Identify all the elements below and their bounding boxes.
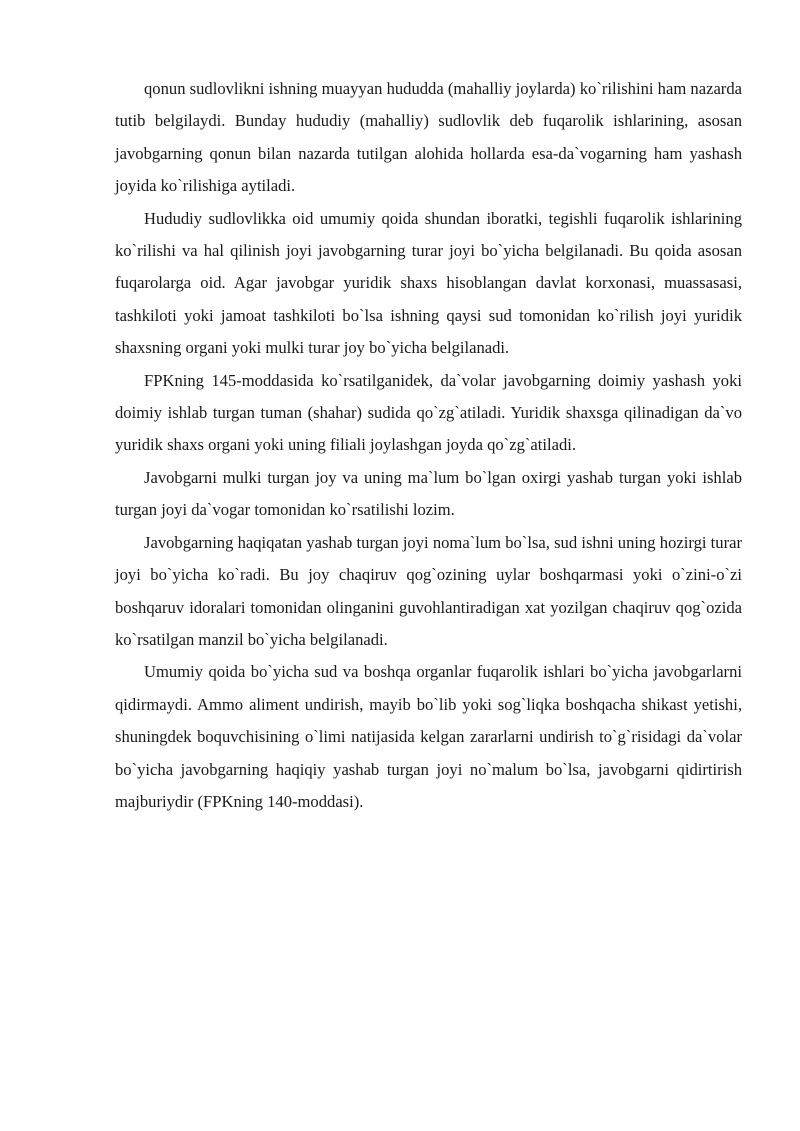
paragraph-5: Javobgarning haqiqatan yashab turgan joyi noma`lum bo`lsa, sud ishni uning hozirgi turar joyi bo`yicha ko`radi. Bu joy chaqiruv qog`ozining uylar boshqarmasi yoki o`zini-o`zi boshqaruv idoralari tomonidan olinganini guvohlantiradigan xat yozilgan chaqiruv qog`ozida ko`rsatilgan manzil bo`yicha belgilanadi.: [115, 532, 742, 649]
paragraph-1: qonun sudlovlikni ishning muayyan hududda (mahalliy joylarda) ko`rilishini ham nazarda tutib belgilaydi. Bunday hududiy (mahalliy) sudlovlik deb fuqarolik ishlarining, asosan javobgarning qonun bilan nazarda tutilgan alohida hollarda esa-da`vogarning ham yashash joyida ko`rilishiga aytiladi.: [115, 79, 742, 196]
paragraph-2: Hududiy sudlovlikka oid umumiy qoida shundan iboratki, tegishli fuqarolik ishlarining ko`rilishi va hal qilinish joyi javobgarning turar joyi bo`yicha belgilanadi. Bu qoida asosan fuqarolarga oid. Agar javobgar yuridik shaxs hisoblangan davlat korxonasi, muassasasi, tashkiloti yoki jamoat tashkiloti bo`lsa ishning qaysi sud tomonidan ko`rilish joyi yuridik shaxsning organi yoki mulki turar joy bo`yicha belgilanadi.: [115, 208, 742, 358]
document-page: [115, 73, 742, 818]
paragraph-4: Javobgarni mulki turgan joy va uning ma`lum bo`lgan oxirgi yashab turgan yoki ishlab turgan joyi da`vogar tomonidan ko`rsatilishi lozim.: [115, 467, 742, 520]
paragraph-6: Umumiy qoida bo`yicha sud va boshqa organlar fuqarolik ishlari bo`yicha javobgarlarni qidirmaydi. Ammo aliment undirish, mayib bo`lib yoki sog`liqka boshqacha shikast yetishi, shuningdek boquvchisining o`limi natijasida kelgan zararlarni undirish to`g`risidagi da`volar bo`yicha javobgarning haqiqiy yashab turgan joyi no`malum bo`lsa, javobgarni qidirtirish majburiydir (FPKning 140-moddasi).: [115, 662, 742, 811]
paragraph-3: FPKning 145-moddasida ko`rsatilganidek, da`volar javobgarning doimiy yashash yoki doimiy ishlab turgan tuman (shahar) sudida qo`zg`atiladi. Yuridik shaxsga qilinadigan da`vo yuridik shaxs organi yoki uning filiali joylashgan joyda qo`zg`atiladi.: [115, 370, 742, 455]
